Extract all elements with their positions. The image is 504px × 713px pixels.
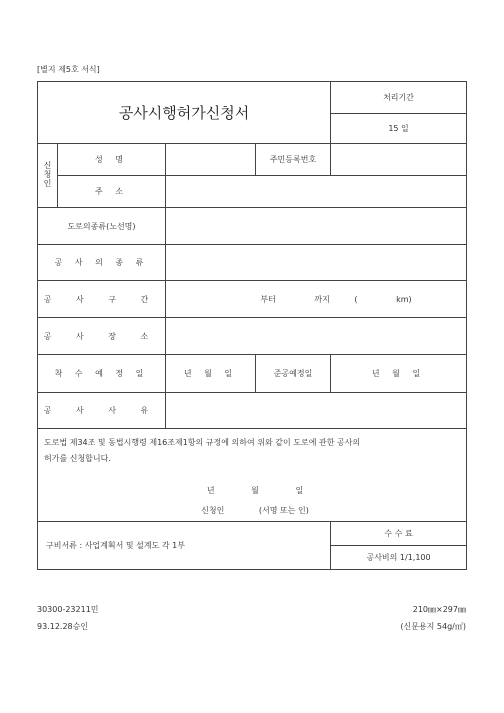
work-section-label: 공 사 구 간 [38,281,166,318]
date-month: 월 [251,486,259,495]
footer-code: 30300-23211민 [37,605,99,614]
section-to: 까지 [314,294,330,304]
declaration-line-2: 허가를 신청합니다. [44,454,111,463]
declaration-signature [44,503,466,519]
form-title: 공사시행허가신청서 [118,104,250,122]
address-label: 주 소 [58,176,166,208]
fee-value: 공사비의 1/1,100 [331,546,467,570]
processing-period-value: 15 일 [331,114,467,144]
attachments: 구비서류 : 사업계획서 및 설계도 각 1부 [38,522,331,570]
footer-paper: (신문용지 54g/㎡) [400,622,466,631]
form-code: [별지 제5호 서식] [37,65,100,74]
reason-field[interactable] [166,393,467,429]
address-field[interactable] [166,176,467,208]
section-km-open: ( [354,294,358,304]
applicant-group-label: 신청인 [38,144,58,208]
processing-period-label: 처리기간 [331,82,467,114]
declaration-line-1: 도로법 제34조 및 동법시행령 제16조제1항의 규정에 의하여 위와 같이 도로에 관한 공사의 [44,438,361,447]
work-type-label: 공 사 의 종 류 [38,245,166,281]
name-label: 성 명 [58,144,166,176]
signer-label: 신청인 [201,506,225,515]
road-type-field[interactable] [166,208,467,245]
location-label: 공 사 장 소 [38,318,166,355]
section-from: 부터 [260,294,276,304]
start-date-label: 착 수 예 정 일 [38,355,166,393]
location-field[interactable] [166,318,467,355]
declaration-date [44,483,466,499]
fee-label: 수 수 료 [331,522,467,546]
application-form [37,81,467,570]
name-field[interactable] [166,144,256,176]
declaration-cell [38,429,467,522]
footer-size: 210㎜×297㎜ [412,605,466,614]
section-km-close: km) [396,294,412,304]
start-date-field[interactable]: 년 월 일 [166,355,256,393]
sign-note: (서명 또는 인) [258,506,309,515]
completion-date-field[interactable]: 년 월 일 [331,355,467,393]
footer-approval: 93.12.28승인 [37,622,89,631]
resident-id-field[interactable] [331,144,467,176]
work-section-field[interactable] [166,281,467,318]
completion-date-label: 준공예정일 [256,355,331,393]
date-day: 일 [295,486,304,495]
work-type-field[interactable] [166,245,467,281]
date-year: 년 [206,486,215,495]
reason-label: 공 사 사 유 [38,393,166,429]
resident-id-label: 주민등록번호 [256,144,331,176]
title-cell [38,82,331,144]
road-type-label: 도로의종류(노선명) [38,208,166,245]
